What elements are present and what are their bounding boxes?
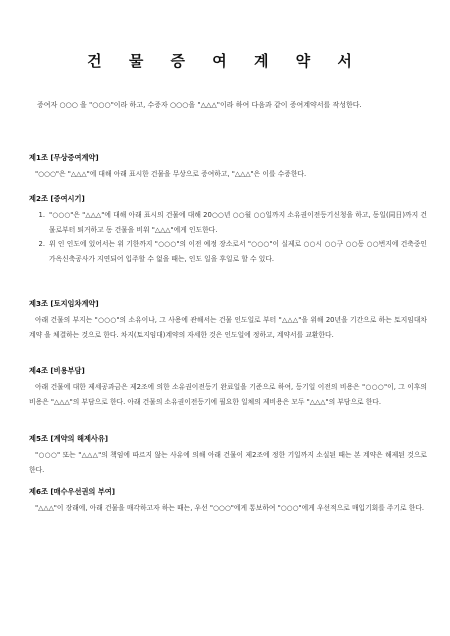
- article-3: [29, 299, 427, 342]
- intro-paragraph: 증여자 ○○○ 을 "○○○"이라 하고, 수증자 ○○○을 "△△△"이라 하여 다음과 같이 증여계약서를 작성한다.: [37, 101, 362, 109]
- article-heading: 제1조 [무상증여계약]: [29, 153, 99, 162]
- article-2: [29, 194, 427, 266]
- article-body: "○○○"은 "△△△"에 대해 아래 표시한 건물을 무상으로 증여하고, "△△△"은 이를 수증한다.: [35, 170, 307, 178]
- article-heading: 제5조 [계약의 해제사유]: [29, 434, 109, 443]
- article-body: 아래 건물의 부지는 "○○○"의 소유이나, 그 사용에 관해서는 건물 인도일로 부터 "△△△"을 위해 20년을 기간으로 하는 토지임대차계약 을 체결하는 것으로 한다. 차지(토지임대)계약의 자세한 것은 인도일에 정하고, 계약서를 교환한다.: [29, 316, 427, 339]
- item-number: 2.: [38, 240, 45, 248]
- item-number: 1.: [38, 211, 45, 219]
- article-4: [29, 366, 427, 409]
- article-heading: 제2조 [증여시기]: [29, 194, 85, 203]
- article-6: [29, 487, 427, 516]
- article-heading: 제3조 [토지임차계약]: [29, 299, 99, 308]
- item-text: "○○○"은 "△△△"에 대해 아래 표시의 건물에 대해 20○○년 ○○월 ○○일까지 소유권이전등기신청을 하고, 동일(同日)까지 건물로부터 퇴거하고 동 건물을 비워 "△△△"에게 인도한다.: [49, 211, 427, 234]
- item-text: 위 인 인도에 있어서는 위 기한까지 "○○○"의 이전 예정 장소로서 "○○○"이 실제로 ○○시 ○○구 ○○동 ○○번지에 건축중인 가옥신축공사가 지연되어 입주할 수 없을 때는, 인도 일을 후일로 할 수 있다.: [49, 240, 427, 263]
- article-item-list: [29, 208, 427, 266]
- article-heading: 제6조 [매수우선권의 부여]: [29, 487, 116, 496]
- article-body: "○○○" 또는 "△△△"의 책임에 따르지 않는 사유에 의해 아래 건물이 제2조에 정한 기일까지 소실된 때는 본 계약은 해제된 것으로 한다.: [29, 451, 427, 474]
- article-body: 아래 건물에 대한 제세공과금은 제2조에 의한 소유권이전등기 완료일을 기준으로 하여, 등기일 이전의 비용은 "○○○"이, 그 이후의 비용은 "△△△"의 부담으로 한다. 아래 건물의 소유권이전등기에 필요한 일체의 제비용은 모두 "△△△"의 부담으로 한다.: [29, 383, 427, 406]
- document-title: 건 물 증 여 계 약 서: [87, 52, 363, 70]
- list-item: [29, 208, 427, 237]
- list-item: [29, 237, 427, 266]
- article-heading: 제4조 [비용부담]: [29, 366, 85, 375]
- article-5: [29, 434, 427, 477]
- article-1: [29, 153, 427, 182]
- article-body: "△△△"이 장래에, 아래 건물을 매각하고자 하는 때는, 우선 "○○○"에게 통보하여 "○○○"에게 우선적으로 매입기회를 주기로 한다.: [35, 504, 425, 512]
